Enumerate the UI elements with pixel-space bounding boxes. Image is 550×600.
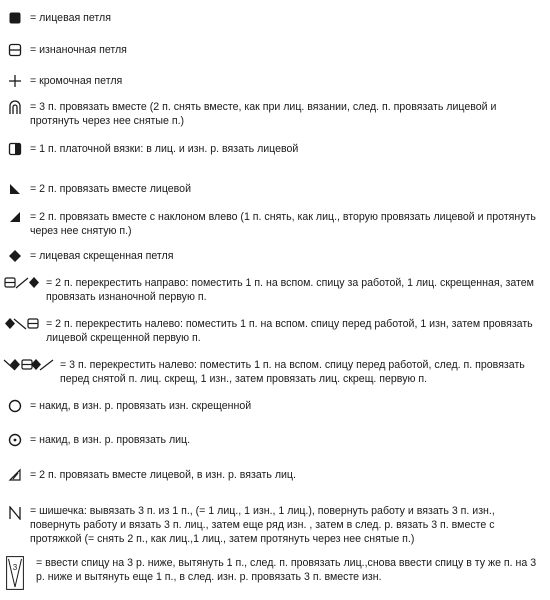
legend-text: = лицевая скрещенная петля xyxy=(30,250,174,262)
legend-text: = 2 п. перекрестить направо: поместить 1 п. на вспом. спицу за работой, 1 лиц. скрещенная, затем провязать изнаночной первую п. xyxy=(46,277,534,303)
legend-text: = 3 п. провязать вместе (2 п. снять вместе, как при лиц. вязании, след. п. провязать лицевой и протянуть через нее снятые п.) xyxy=(30,101,497,127)
legend-text: = кромочная петля xyxy=(30,75,123,87)
plus-icon xyxy=(3,73,27,89)
legend-text: = 2 п. перекрестить налево: поместить 1 п. на вспом. спицу перед работой, 1 изн, затем провязать лицевой скрещенной первую п. xyxy=(46,318,533,344)
legend-text: = 3 п. перекрестить налево: поместить 1 п. на вспом. спицу перед работой, след. п. провязать перед снятой п. лиц. скрещ, 1 изн., затем провязать лиц. скрещ. первую п. xyxy=(60,359,525,385)
legend-text: = 2 п. провязать вместе с наклоном влево (1 п. снять, как лиц., вторую провязать лицевой и протянуть через нее снятую п.) xyxy=(30,211,536,237)
right-triangle-right-icon xyxy=(3,209,27,225)
bobble-n-icon xyxy=(3,505,27,521)
filled-diamond-icon xyxy=(3,248,27,264)
triangle-slash-icon xyxy=(3,467,27,483)
half-filled-square-icon xyxy=(3,141,27,157)
circle-dot-icon xyxy=(3,432,27,448)
right-triangle-left-icon xyxy=(3,181,27,197)
legend-text: = 2 п. провязать вместе лицевой xyxy=(30,183,191,195)
legend-text: = шишечка: вывязать 3 п. из 1 п., (= 1 лиц., 1 изн., 1 лиц.), повернуть работу и вязать 3 п. изн., повернуть работу и вязать 3 п. лиц., затем еще ряд изн. , затем в след. р. вязать 3 п. вместе с протяжкой (= снять 2 п., как лиц.,1 лиц., затем протянуть через нее снятые п.) xyxy=(30,505,495,545)
cross-three-left-icon xyxy=(3,357,55,373)
legend-text: = лицевая петля xyxy=(30,12,111,24)
filled-square-icon xyxy=(3,10,27,26)
legend-text: = накид, в изн. р. провязать лиц. xyxy=(30,434,191,446)
legend-text: = ввести спицу на 3 р. ниже, вытянуть 1 п., след. п. провязать лиц.,снова ввести спицу в ту же п. на 3 р. ниже и вытянуть еще 1 п., в след. изн. р. провязать 3 п. вместе изн. xyxy=(36,557,537,583)
cross-right-icon xyxy=(3,275,41,291)
cross-left-icon xyxy=(3,316,41,332)
legend-text: = накид, в изн. р. провязать изн. скрещенной xyxy=(30,400,252,412)
legend-text: = 1 п. платочной вязки: в лиц. и изн. р. вязать лицевой xyxy=(30,143,299,155)
elongated-stitch-icon xyxy=(5,555,25,591)
square-with-line-icon xyxy=(3,42,27,58)
elongated-stitch-label: 3 xyxy=(12,563,18,572)
circle-icon xyxy=(3,398,27,414)
legend-text: = изнаночная петля xyxy=(30,44,127,56)
arch-icon xyxy=(3,99,27,115)
legend-text: = 2 п. провязать вместе лицевой, в изн. р. вязать лиц. xyxy=(30,469,296,481)
